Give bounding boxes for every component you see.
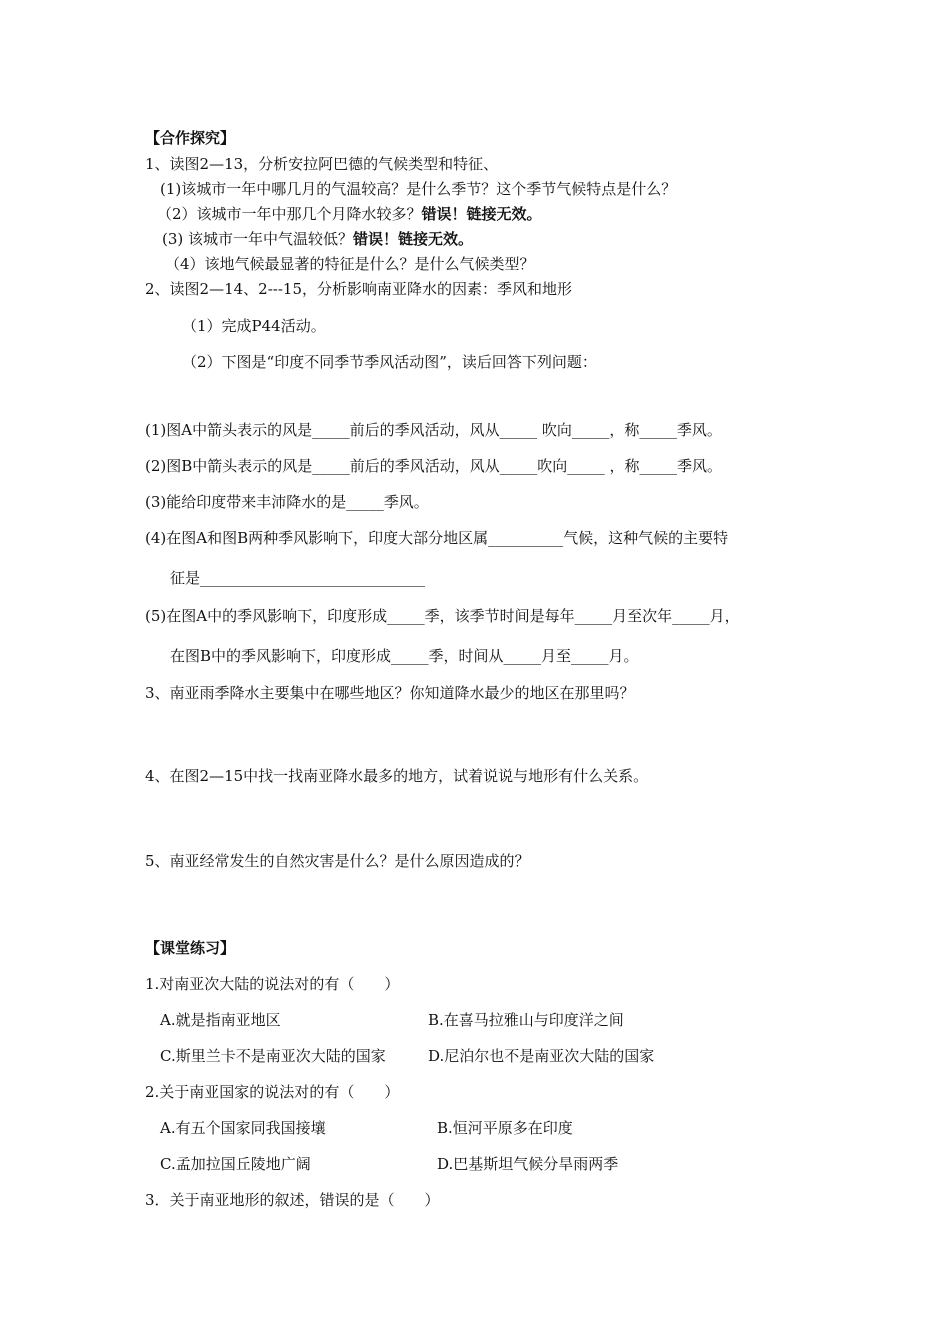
exercise-3-stem: 3．关于南亚地形的叙述，错误的是（ ）: [145, 1191, 440, 1209]
question-5: 5、南亚经常发生的自然灾害是什么？是什么原因造成的？: [145, 852, 530, 870]
fill-blank-1: (1)图A中箭头表示的风是_____前后的季风活动，风从_____ 吹向_____，称_____季风。: [145, 421, 722, 439]
question-3: 3、南亚雨季降水主要集中在哪些地区？你知道降水最少的地区在那里吗？: [145, 684, 635, 702]
exercise-2-option-c: C.孟加拉国丘陵地广阔: [160, 1155, 311, 1173]
question-1-sub-2: （2）该城市一年中那几个月降水较多？错误！链接无效。: [157, 205, 542, 223]
fill-blank-4-line-1: (4)在图A和图B两种季风影响下，印度大部分地区属__________气候，这种气候的主要特: [145, 529, 729, 547]
section-heading-cooperative-inquiry: 【合作探究】: [145, 129, 236, 147]
exercise-2-option-d: D.巴基斯坦气候分旱雨两季: [437, 1155, 619, 1173]
question-1-title: 1、读图2—13，分析安拉阿巴德的气候类型和特征、: [145, 155, 499, 173]
section-heading-class-practice: 【课堂练习】: [145, 939, 236, 957]
fill-blank-2: (2)图B中箭头表示的风是_____前后的季风活动，风从_____吹向_____ ，称_____季风。: [145, 457, 723, 475]
fill-blank-5-line-1: (5)在图A中的季风影响下，印度形成_____季，该季节时间是每年_____月至次年_____月，: [145, 607, 740, 625]
question-2-sub-1: （1）完成P44活动。: [182, 317, 326, 335]
exercise-1-option-c: C.斯里兰卡不是南亚次大陆的国家: [160, 1047, 386, 1065]
question-1-sub-1: (1)该城市一年中哪几月的气温较高？是什么季节？这个季节气候特点是什么？: [160, 180, 677, 198]
fill-blank-3: (3)能给印度带来丰沛降水的是_____季风。: [145, 493, 429, 511]
exercise-2-option-a: A.有五个国家同我国接壤: [160, 1119, 326, 1137]
question-2-title: 2、读图2—14、2---15，分析影响南亚降水的因素：季风和地形: [145, 280, 573, 298]
exercise-1-option-d: D.尼泊尔也不是南亚次大陆的国家: [428, 1047, 655, 1065]
broken-link-error: 错误！链接无效。: [353, 230, 474, 248]
exercise-2-option-b: B.恒河平原多在印度: [437, 1119, 573, 1137]
broken-link-error: 错误！链接无效。: [421, 205, 542, 223]
exercise-1-stem: 1.对南亚次大陆的说法对的有（ ）: [145, 975, 400, 993]
exercise-1-option-a: A.就是指南亚地区: [160, 1011, 281, 1029]
question-2-sub-2: （2）下图是“印度不同季节季风活动图”，读后回答下列问题：: [182, 353, 597, 371]
question-4: 4、在图2—15中找一找南亚降水最多的地方，试着说说与地形有什么关系。: [145, 767, 649, 785]
question-1-sub-4: （4）该地气候最显著的特征是什么？是什么气候类型？: [165, 255, 535, 273]
fill-blank-4-line-2: 征是______________________________: [170, 569, 426, 587]
fill-blank-5-line-2: 在图B中的季风影响下，印度形成_____季，时间从_____月至_____月。: [170, 647, 639, 665]
exercise-2-stem: 2.关于南亚国家的说法对的有（ ）: [145, 1083, 400, 1101]
question-1-sub-3: (3) 该城市一年中气温较低？错误！链接无效。: [162, 230, 474, 248]
exercise-1-option-b: B.在喜马拉雅山与印度洋之间: [428, 1011, 624, 1029]
